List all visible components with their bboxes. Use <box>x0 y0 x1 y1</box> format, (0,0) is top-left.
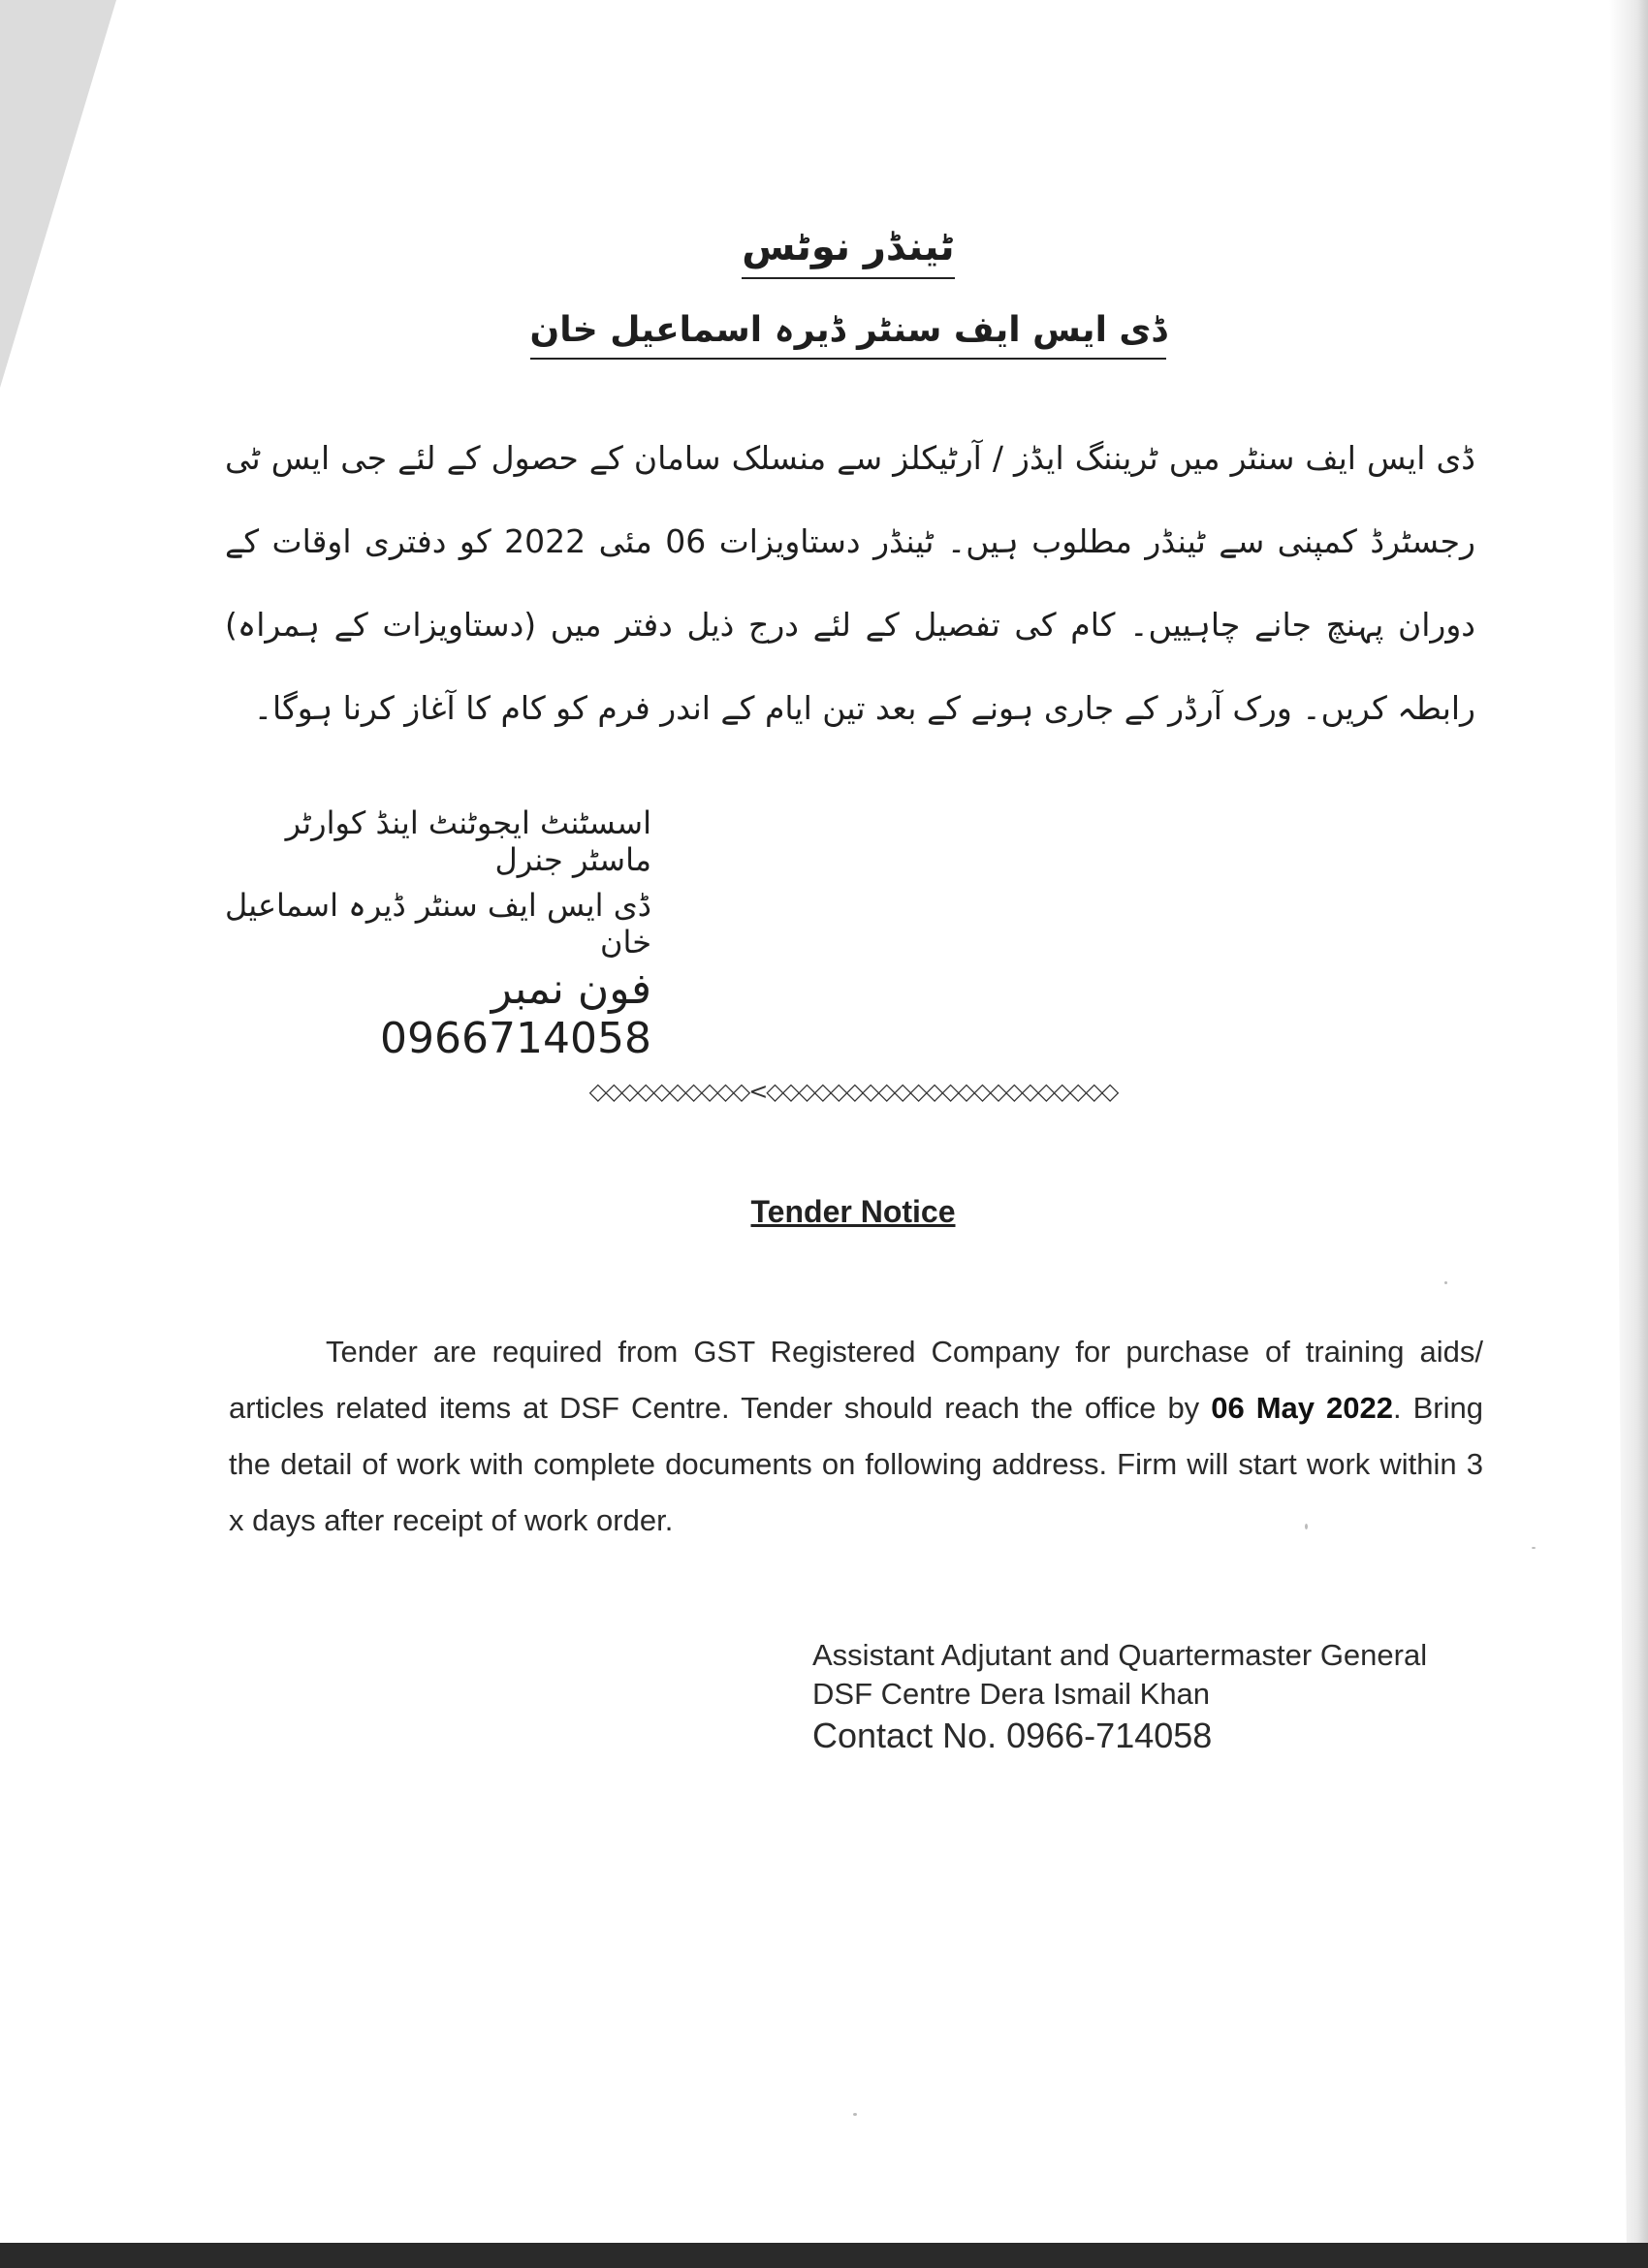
english-signatory-title: Assistant Adjutant and Quartermaster General <box>812 1638 1428 1672</box>
urdu-title-text: ٹینڈر نوٹس <box>742 225 954 279</box>
english-notice-body <box>229 1324 1483 1549</box>
urdu-signatory-office: ڈی ایس ایف سنٹر ڈیرہ اسماعیل خان <box>225 887 651 961</box>
english-body-date: 06 May 2022 <box>1211 1391 1393 1425</box>
urdu-notice-subtitle <box>0 310 1648 360</box>
section-separator: ◇◇◇◇◇◇◇◇◇◇<◇◇◇◇◇◇◇◇◇◇◇◇◇◇◇◇◇◇◇◇◇◇ <box>588 1078 1118 1105</box>
scan-speck <box>853 2113 857 2116</box>
english-signatory-office: DSF Centre Dera Ismail Khan <box>812 1677 1211 1711</box>
english-notice-title: Tender Notice <box>750 1194 956 1229</box>
urdu-notice-title <box>0 225 1648 279</box>
english-contact-number: Contact No. 0966-714058 <box>812 1716 1213 1755</box>
scan-speck <box>1532 1547 1536 1549</box>
english-body-part2: . Bring the detail of work with complete documents on following address. Firm will start work within 3 x days after receipt of work order. <box>229 1391 1483 1537</box>
urdu-phone-number: فون نمبر 0966714058 <box>380 964 651 1063</box>
scan-bottom-edge <box>0 2243 1648 2268</box>
english-body-part1: Tender are required from GST Registered Company for purchase of training aids/ articles related items at DSF Centre. Tender should reach the office by <box>229 1335 1483 1425</box>
scan-speck <box>1305 1524 1308 1529</box>
urdu-signatory-title: اسسٹنٹ ایجوٹنٹ اینڈ کوارٹر ماسٹر جنرل <box>285 804 651 878</box>
urdu-subtitle-text: ڈی ایس ایف سنٹر ڈیرہ اسماعیل خان <box>530 310 1167 360</box>
scan-speck <box>1444 1281 1447 1284</box>
urdu-notice-body: ڈی ایس ایف سنٹر میں ٹریننگ ایڈز / آرٹیکلز سے منسلک سامان کے حصول کے لئے جی ایس ٹی رجسٹرڈ کمپنی سے ٹینڈر مطلوب ہیں۔ ٹینڈر دستاویزات 06 مئی 2022 کو دفتری اوقات کے دوران پہنچ جانے چاہییں۔ کام کی تفصیل کے لئے درج ذیل دفتر میں (دستاویزات کے ہمراہ) رابطہ کریں۔ ورک آرڈر کے جاری ہونے کے بعد تین ایام کے اندر فرم کو کام کا آغاز کرنا ہوگا۔ <box>225 439 1475 727</box>
